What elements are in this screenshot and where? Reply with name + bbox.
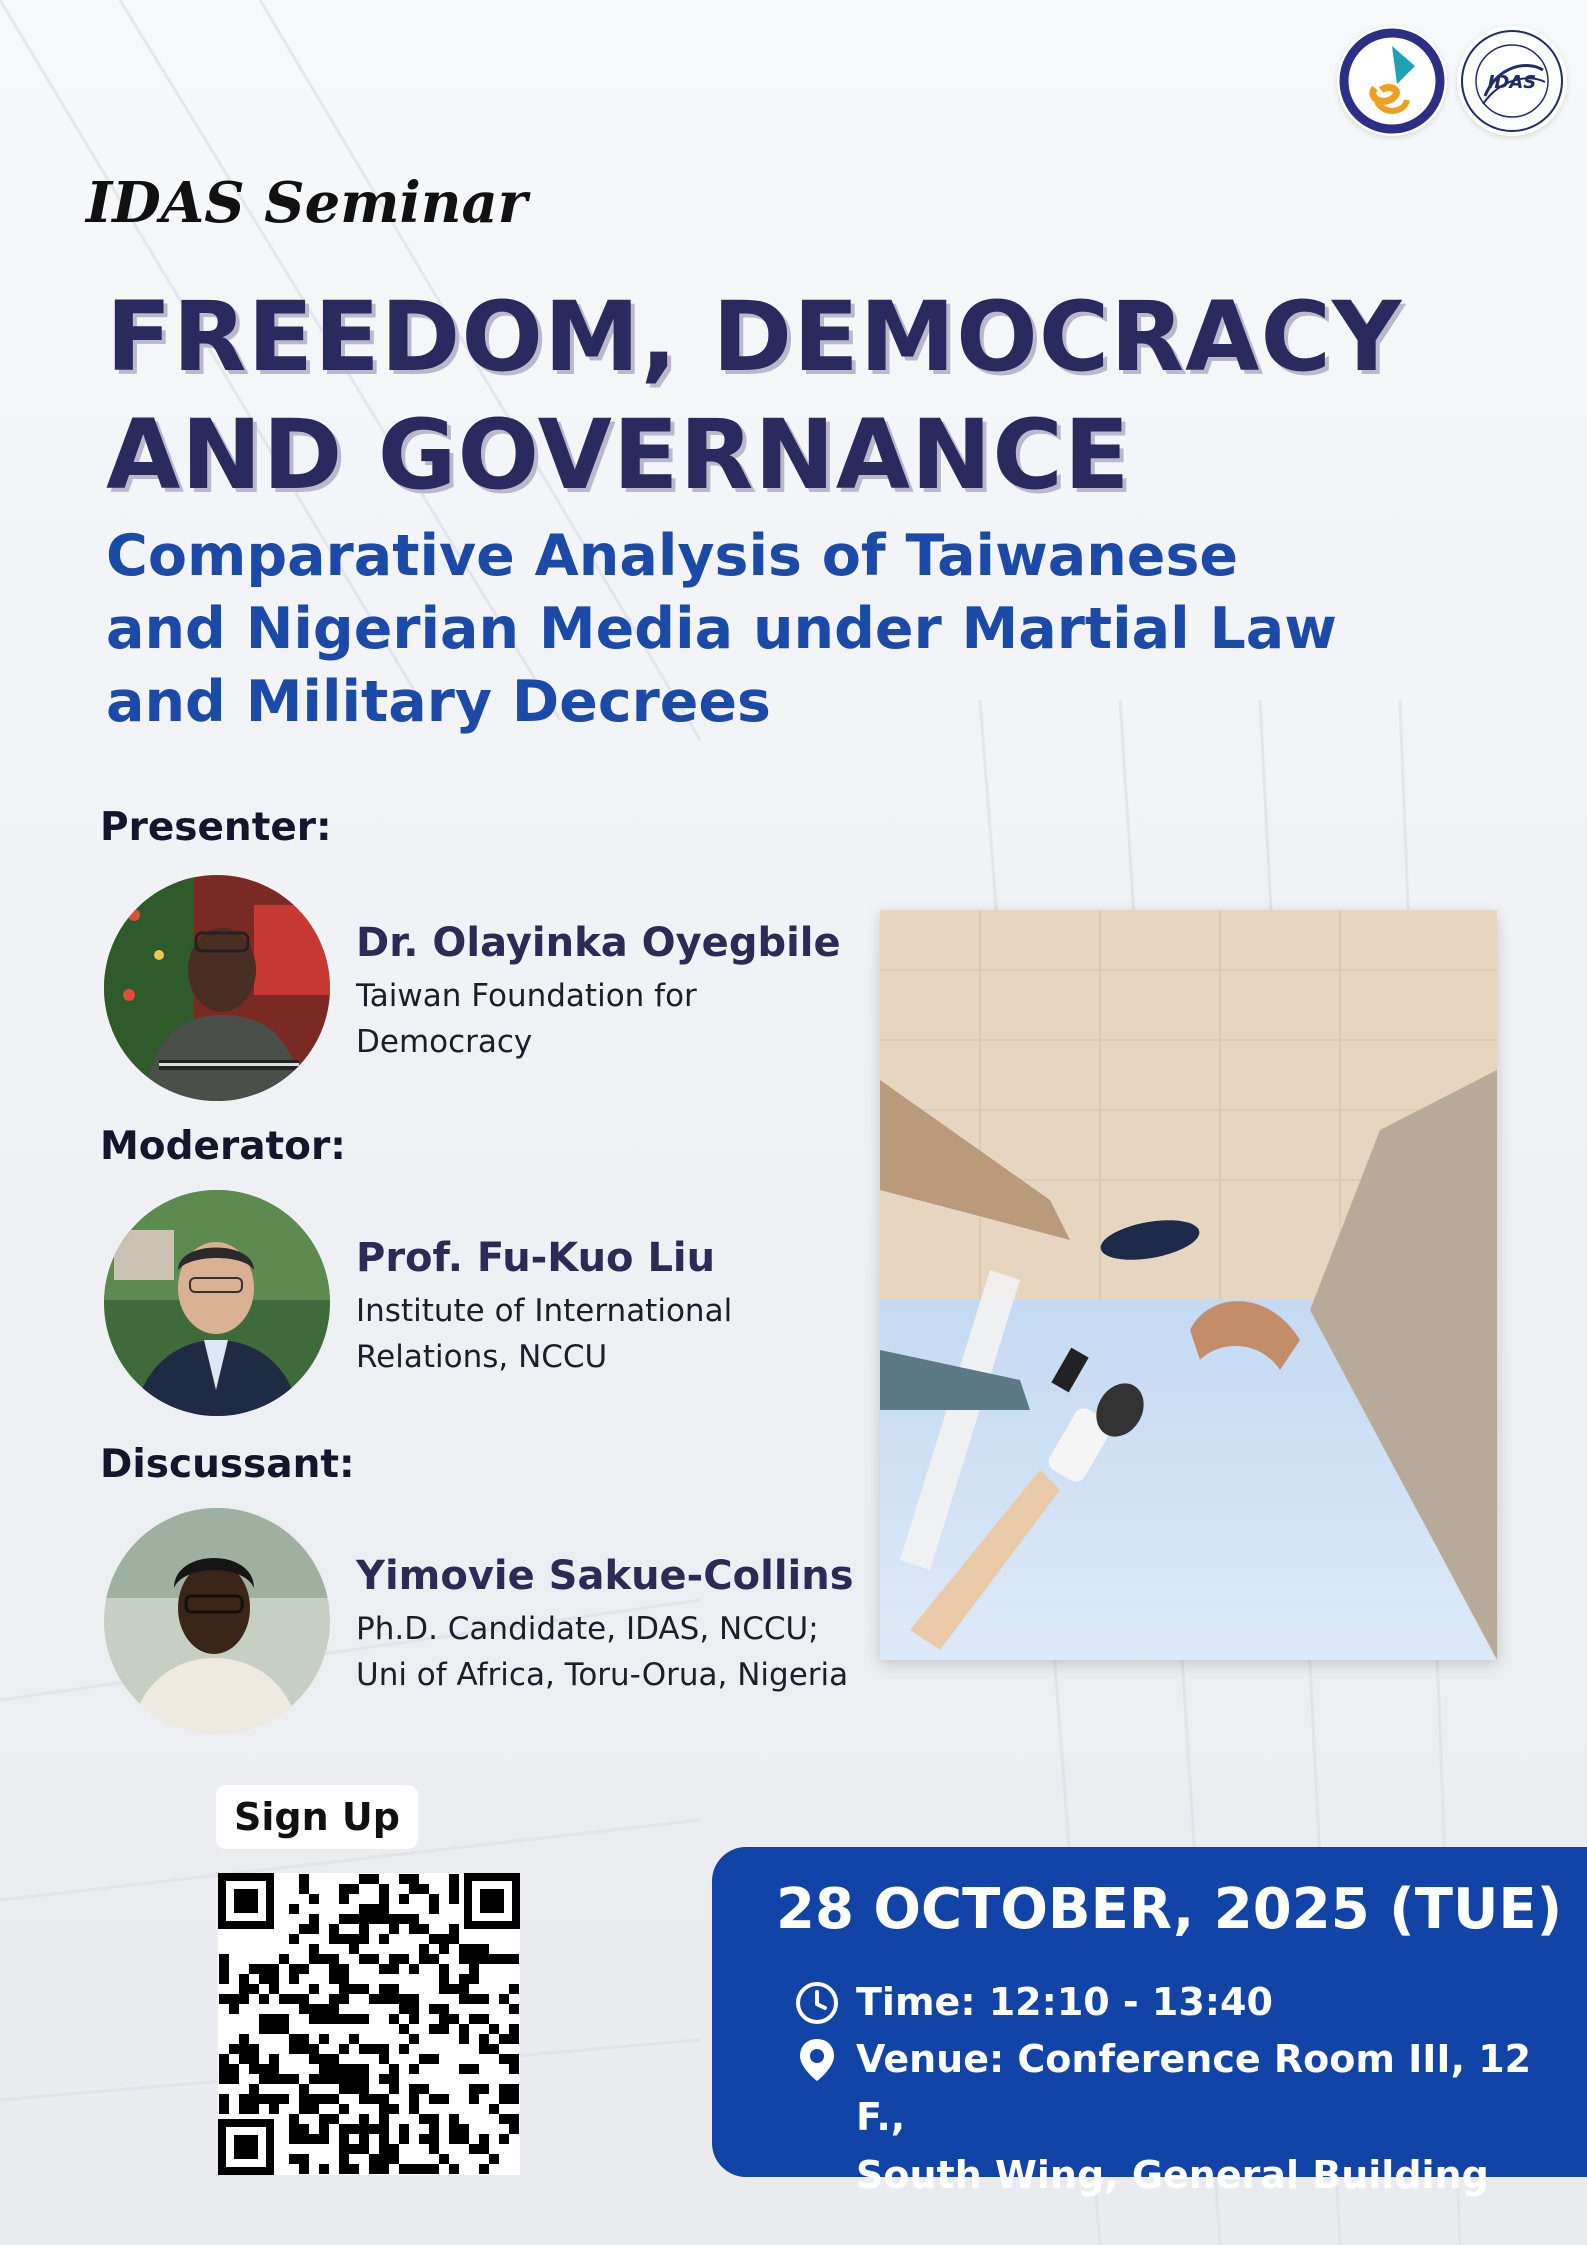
college-logo xyxy=(1337,26,1447,136)
subtitle-line-3: and Military Decrees xyxy=(106,669,771,735)
page-title xyxy=(106,278,1486,514)
event-details-box xyxy=(712,1847,1587,2197)
page-subtitle xyxy=(106,520,1486,739)
discussant-affiliation xyxy=(356,1606,876,1698)
moderator-affiliation-line-1: Institute of International xyxy=(356,1293,733,1329)
idas-logo xyxy=(1457,26,1567,136)
presenter-photo xyxy=(104,875,330,1101)
presenter-affiliation xyxy=(356,973,876,1065)
location-pin-icon xyxy=(794,2037,840,2083)
event-venue xyxy=(856,2030,1587,2204)
event-venue-line-1: Venue: Conference Room III, 12 F., xyxy=(856,2037,1532,2139)
presenter-affiliation-line-1: Taiwan Foundation for xyxy=(356,978,697,1014)
discussant-affiliation-line-2: Uni of Africa, Toru-Orua, Nigeria xyxy=(356,1657,849,1693)
subtitle-line-1: Comparative Analysis of Taiwanese xyxy=(106,523,1239,589)
presenter-name: Dr. Olayinka Oyegbile xyxy=(356,920,841,966)
presenter-affiliation-line-2: Democracy xyxy=(356,1024,533,1060)
discussant-role-label: Discussant: xyxy=(100,1442,355,1487)
moderator-photo xyxy=(104,1190,330,1416)
event-date: 28 OCTOBER, 2025 (TUE) xyxy=(776,1877,1563,1942)
seminar-label: IDAS Seminar xyxy=(86,170,528,236)
event-venue-line-2: South Wing, General Building xyxy=(856,2153,1489,2197)
discussant-name: Yimovie Sakue-Collins xyxy=(356,1553,854,1599)
event-time: Time: 12:10 - 13:40 xyxy=(856,1980,1273,2024)
signup-label: Sign Up xyxy=(216,1785,418,1849)
title-line-2: AND GOVERNANCE xyxy=(106,399,1131,511)
svg-text:IDAS: IDAS xyxy=(1487,72,1537,93)
title-line-1: FREEDOM, DEMOCRACY xyxy=(106,281,1403,393)
moderator-affiliation xyxy=(356,1288,876,1380)
moderator-role-label: Moderator: xyxy=(100,1124,346,1169)
hero-photo-reporters xyxy=(880,910,1497,1660)
discussant-photo xyxy=(104,1508,330,1734)
subtitle-line-2: and Nigerian Media under Martial Law xyxy=(106,596,1337,662)
clock-icon xyxy=(794,1980,840,2026)
discussant-affiliation-line-1: Ph.D. Candidate, IDAS, NCCU; xyxy=(356,1611,819,1647)
moderator-name: Prof. Fu-Kuo Liu xyxy=(356,1235,716,1281)
logo-group xyxy=(1337,26,1567,136)
signup-qr-code[interactable] xyxy=(218,1873,520,2175)
presenter-role-label: Presenter: xyxy=(100,805,332,850)
moderator-affiliation-line-2: Relations, NCCU xyxy=(356,1339,608,1375)
